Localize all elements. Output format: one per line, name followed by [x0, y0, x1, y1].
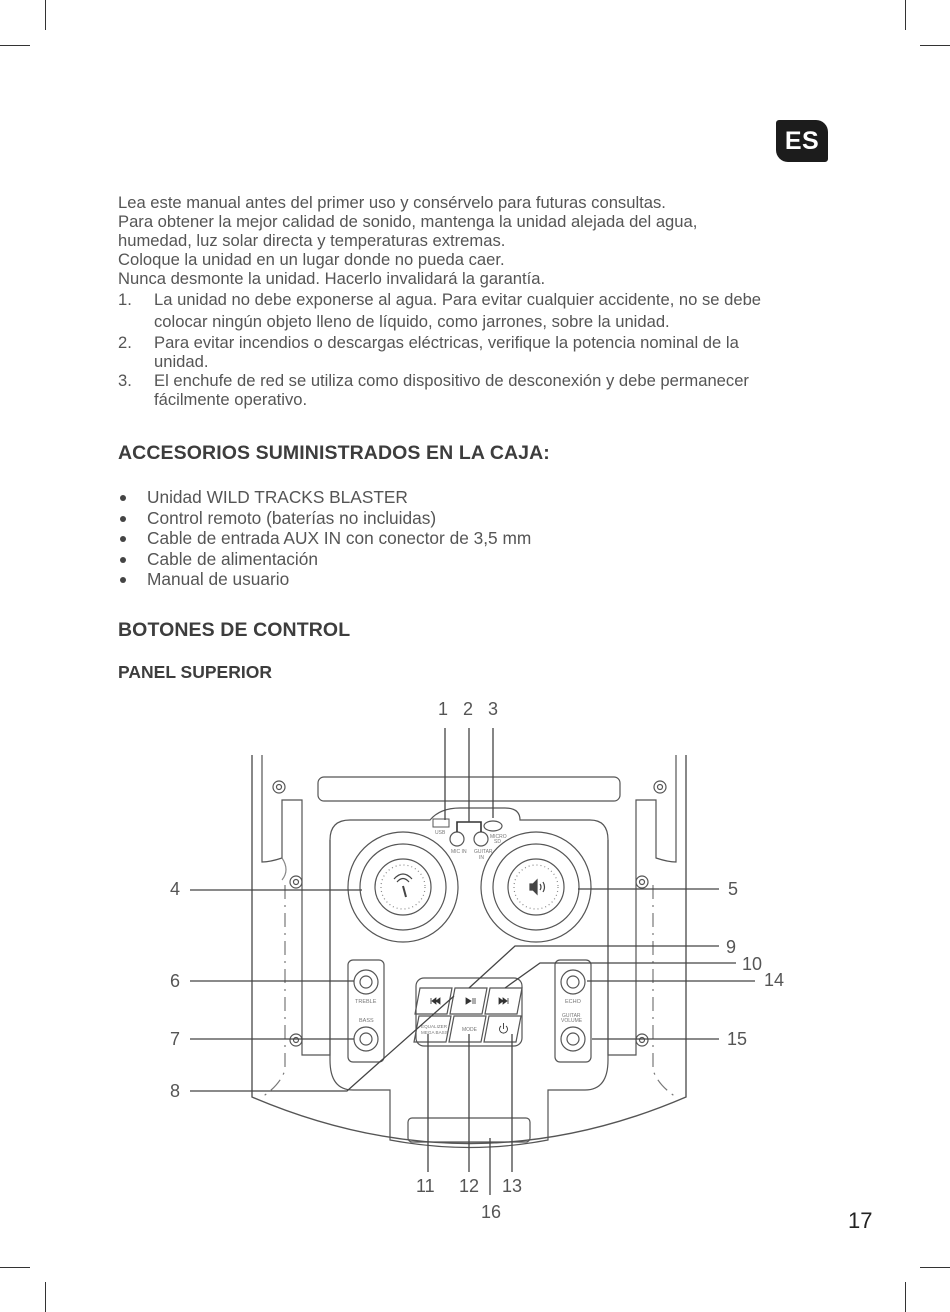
- page-number: 17: [848, 1208, 873, 1233]
- intro-line: Coloque la unidad en un lugar donde no pueda caer.: [118, 250, 505, 269]
- accessory-item: Control remoto (baterías no incluidas): [118, 508, 531, 529]
- item-line: unidad.: [154, 352, 209, 371]
- mic-in-jack: [450, 832, 464, 846]
- usb-port-icon: [433, 819, 449, 827]
- screw-icon: [290, 1034, 302, 1046]
- callout-12: 12: [459, 1176, 480, 1196]
- treble-label: TREBLE: [355, 999, 377, 1005]
- screw-icon: [636, 1034, 648, 1046]
- item-number: 3.: [118, 371, 132, 390]
- item-number: 2.: [118, 333, 132, 352]
- callout-16: 16: [481, 1202, 502, 1222]
- screw-icon: [290, 876, 302, 888]
- item-line: fácilmente operativo.: [154, 390, 308, 409]
- bass-knob: [354, 1027, 378, 1051]
- guitar-in-label: GUITAR: [474, 849, 493, 855]
- guitar-volume-knob: [561, 1027, 585, 1051]
- left-knob: [348, 832, 458, 942]
- mode-label: MODE: [462, 1027, 477, 1033]
- callout-14: 14: [764, 970, 785, 990]
- equalizer-label: MEGA BASS: [421, 1030, 448, 1035]
- bass-label: BASS: [359, 1018, 374, 1024]
- accessory-item: Cable de entrada AUX IN con conector de 3,5 mm: [118, 528, 531, 549]
- callout-1: 1: [438, 699, 449, 719]
- callout-3: 3: [488, 699, 499, 719]
- screw-icon: [654, 781, 666, 793]
- power-button: [484, 1016, 521, 1042]
- volume-icon: [530, 880, 545, 894]
- right-knob-column: [555, 960, 591, 1062]
- item-line: El enchufe de red se utiliza como dispositivo de desconexión y debe permanecer: [154, 371, 749, 390]
- prev-button: [415, 988, 452, 1014]
- callout-10: 10: [742, 954, 763, 974]
- next-button: [485, 988, 522, 1014]
- guitar-in-jack: [474, 832, 488, 846]
- intro-line: Lea este manual antes del primer uso y consérvelo para futuras consultas.: [118, 193, 666, 212]
- micro-sd-slot: [484, 821, 502, 831]
- item-line: Para evitar incendios o descargas eléctricas, verifique la potencia nominal de la: [154, 333, 739, 352]
- treble-knob: [354, 970, 378, 994]
- callout-11: 11: [416, 1176, 435, 1196]
- callout-4: 4: [170, 879, 181, 899]
- callout-5: 5: [728, 879, 739, 899]
- screw-icon: [273, 781, 285, 793]
- intro-line: humedad, luz solar directa y temperaturas extremas.: [118, 231, 506, 250]
- accessories-heading: ACCESORIOS SUMINISTRADOS EN LA CAJA:: [118, 442, 550, 464]
- callout-13: 13: [502, 1176, 523, 1196]
- item-line: La unidad no debe exponerse al agua. Para evitar cualquier accidente, no se debe: [154, 290, 762, 309]
- echo-knob: [561, 970, 585, 994]
- language-badge: ES: [776, 120, 828, 162]
- equalizer-button: [414, 1016, 451, 1042]
- left-knob-column: [348, 960, 384, 1062]
- micro-sd-label: MICRO: [490, 834, 507, 840]
- right-knob: [481, 832, 591, 942]
- guitar-volume-label: VOLUME: [561, 1018, 583, 1024]
- usb-label: USB: [435, 830, 446, 836]
- accessory-item: Cable de alimentación: [118, 549, 531, 570]
- mic-in-label: MIC IN: [451, 849, 467, 855]
- item-line: colocar ningún objeto lleno de líquido, como jarrones, sobre la unidad.: [154, 312, 670, 331]
- guitar-volume-label: GUITAR: [562, 1013, 581, 1019]
- accessory-item: Manual de usuario: [118, 569, 531, 590]
- echo-label: ECHO: [565, 999, 581, 1005]
- accessory-item: Unidad WILD TRACKS BLASTER: [118, 487, 531, 508]
- power-icon: [500, 1023, 508, 1033]
- callout-9: 9: [726, 937, 737, 957]
- callout-7: 7: [170, 1029, 181, 1049]
- screw-icon: [636, 876, 648, 888]
- callout-6: 6: [170, 971, 181, 991]
- controls-heading: BOTONES DE CONTROL: [118, 619, 351, 641]
- intro-line: Para obtener la mejor calidad de sonido, mantenga la unidad alejada del agua,: [118, 212, 698, 231]
- micro-sd-label: SD: [494, 839, 501, 845]
- play-pause-button: [450, 988, 487, 1014]
- item-number: 1.: [118, 290, 132, 309]
- top-panel-subheading: PANEL SUPERIOR: [118, 662, 272, 682]
- mic-echo-icon: [394, 874, 412, 897]
- guitar-in-label: IN: [479, 855, 484, 861]
- callout-2: 2: [463, 699, 474, 719]
- equalizer-label: EQUALIZER: [421, 1024, 448, 1029]
- callout-15: 15: [727, 1029, 748, 1049]
- leader-lines: [190, 728, 755, 1195]
- callout-8: 8: [170, 1081, 181, 1101]
- intro-line: Nunca desmonte la unidad. Hacerlo invalidará la garantía.: [118, 269, 546, 288]
